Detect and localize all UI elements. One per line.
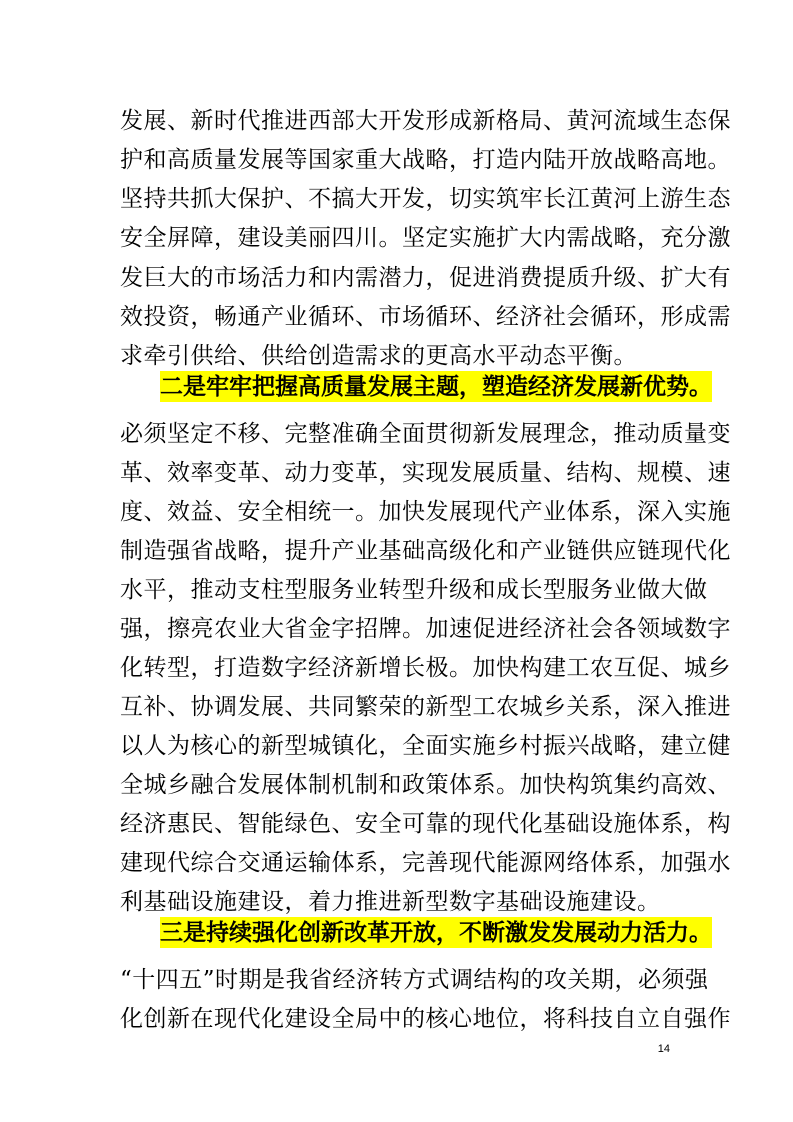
- section2-line-10: 全城乡融合发展体制机制和政策体系。加快构筑集约高效、: [120, 772, 731, 798]
- section2-line-6: 强，擦亮农业大省金字招牌。加速促进经济社会各领域数字: [120, 616, 731, 642]
- section2-line-9: 以人为核心的新型城镇化，全面实施乡村振兴战略，建立健: [120, 733, 731, 759]
- paragraph1-line-5: 发巨大的市场活力和内需潜力，促进消费提质升级、扩大有: [120, 265, 731, 291]
- section2-line-4: 制造强省战略，提升产业基础高级化和产业链供应链现代化: [120, 538, 731, 564]
- paragraph1-line-1: 发展、新时代推进西部大开发形成新格局、黄河流域生态保: [120, 108, 731, 134]
- section2-line-8: 互补、协调发展、共同繁荣的新型工农城乡关系，深入推进: [120, 694, 731, 720]
- paragraph1-line-4: 安全屏障，建设美丽四川。坚定实施扩大内需战略，充分激: [120, 225, 731, 251]
- paragraph1-line-6: 效投资，畅通产业循环、市场循环、经济社会循环，形成需: [120, 304, 731, 330]
- page-number: 14: [657, 1043, 670, 1055]
- section2-line-5: 水平，推动支柱型服务业转型升级和成长型服务业做大做: [120, 577, 708, 603]
- section2-line-2: 革、效率变革、动力变革，实现发展质量、结构、规模、速: [120, 460, 731, 486]
- section2-line-1: 必须坚定不移、完整准确全面贯彻新发展理念，推动质量变: [120, 421, 731, 447]
- section2-line-11: 经济惠民、智能绿色、安全可靠的现代化基础设施体系，构: [120, 811, 731, 837]
- section3-heading: [160, 913, 712, 953]
- paragraph1-line-7: 求牵引供给、供给创造需求的更高水平动态平衡。: [120, 343, 637, 369]
- section2-line-12: 建现代综合交通运输体系，完善现代能源网络体系，加强水: [120, 850, 731, 876]
- section2-line-7: 化转型，打造数字经济新增长极。加快构建工农互促、城乡: [120, 655, 731, 681]
- section3-heading-text: 三是持续强化创新改革开放，不断激发发展动力活力。: [160, 919, 712, 946]
- section2-line-13: 利基础设施建设，着力推进新型数字基础设施建设。: [120, 889, 661, 915]
- paragraph1-line-2: 护和高质量发展等国家重大战略，打造内陆开放战略高地。: [120, 147, 731, 173]
- paragraph1-line-3: 坚持共抓大保护、不搞大开发，切实筑牢长江黄河上游生态: [120, 186, 731, 212]
- section3-line-2: 化创新在现代化建设全局中的核心地位，将科技自立自强作: [120, 1006, 731, 1032]
- section2-line-3: 度、效益、安全相统一。加快发展现代产业体系，深入实施: [120, 499, 731, 525]
- section2-heading: [160, 367, 712, 407]
- section2-heading-text: 二是牢牢把握高质量发展主题，塑造经济发展新优势。: [160, 373, 712, 400]
- section3-line-1: “十四五”时期是我省经济转方式调结构的攻关期，必须强: [120, 967, 709, 993]
